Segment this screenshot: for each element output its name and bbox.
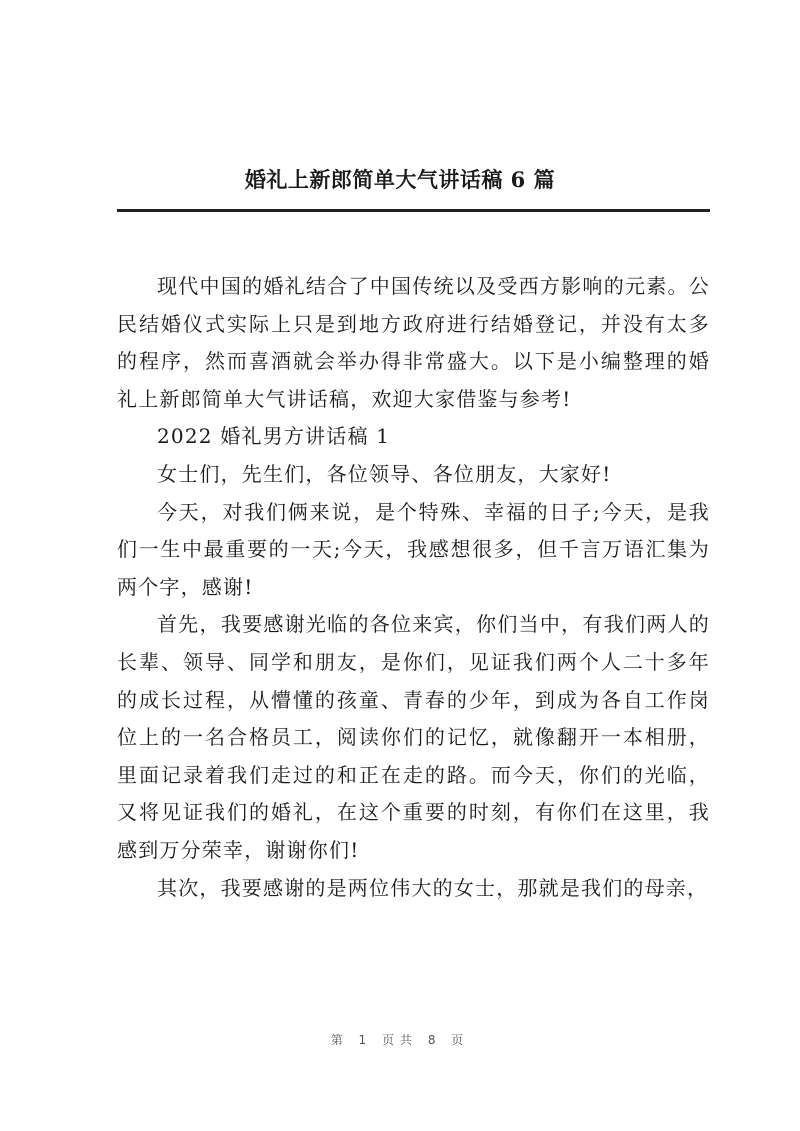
body-paragraph: 今天，对我们俩来说，是个特殊、幸福的日子;今天，是我们一生中最重要的一天;今天，我感想很多，但千言万语汇集为两个字，感谢! [117,499,710,599]
document-body [117,268,710,907]
greeting-paragraph: 女士们，先生们，各位领导、各位朋友，大家好! [157,461,612,486]
body-paragraph: 其次，我要感谢的是两位伟大的女士，那就是我们的母亲， [157,875,709,900]
body-paragraph: 首先，我要感谢光临的各位来宾，你们当中，有我们两人的长辈、领导、同学和朋友，是你们，见证我们两个人二十多年的成长过程，从懵懂的孩童、青春的少年，到成为各自工作岗位上的一名合格员工，阅读你们的记忆，就像翻开一本相册，里面记录着我们走过的和正在走的路。而今天，你们的光临，又将见证我们的婚礼，在这个重要的时刻，有你们在这里，我感到万分荣幸，谢谢你们! [117,612,710,862]
section-heading: 2022 婚礼男方讲话稿 1 [157,424,391,449]
intro-paragraph: 现代中国的婚礼结合了中国传统以及受西方影响的元素。公民结婚仪式实际上只是到地方政府进行结婚登记，并没有太多的程序，然而喜酒就会举办得非常盛大。以下是小编整理的婚礼上新郎简单大气讲话稿，欢迎大家借鉴与参考! [117,274,710,411]
title-divider [117,209,710,212]
page-number-footer: 第 1 页共 8 页 [330,1033,470,1047]
document-title: 婚礼上新郎简单大气讲话稿 6 篇 [244,167,556,192]
